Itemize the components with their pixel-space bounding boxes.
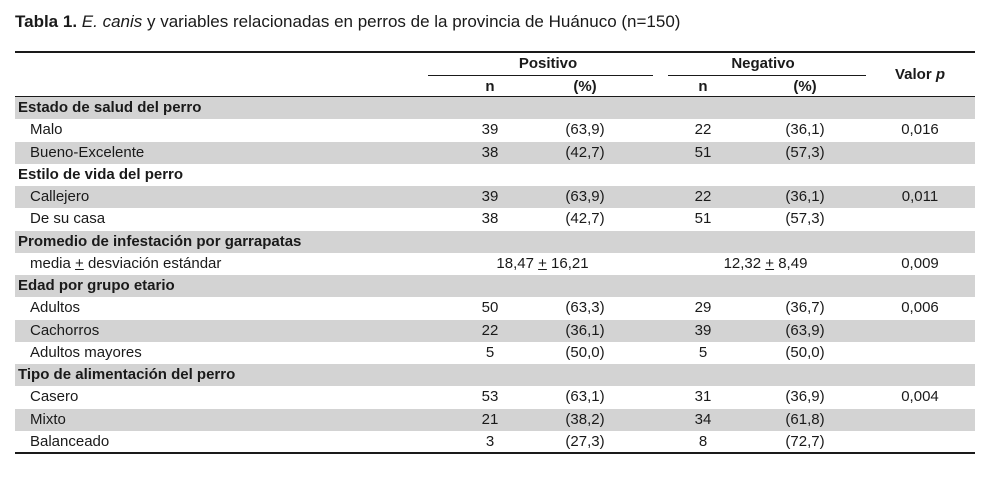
n-positivo: 3 xyxy=(485,432,495,450)
pct-positivo: (63,1) xyxy=(565,388,605,406)
pct-negativo: (36,9) xyxy=(785,388,825,406)
row-label: Adultos xyxy=(30,299,81,317)
header-p: p xyxy=(935,66,946,83)
pct-negativo: (36,7) xyxy=(785,299,825,317)
pct-positivo: (42,7) xyxy=(565,210,605,228)
header-pct-positivo: (%) xyxy=(573,78,597,95)
pct-negativo: (57,3) xyxy=(785,143,825,161)
table-row xyxy=(15,386,975,408)
row-label: Balanceado xyxy=(30,432,110,450)
table-top-rule xyxy=(15,51,975,53)
positivo-group-rule xyxy=(428,75,653,76)
header-pct-negativo: (%) xyxy=(793,78,817,95)
n-positivo: 5 xyxy=(485,343,495,361)
table-row xyxy=(15,253,975,275)
n-negativo: 5 xyxy=(698,343,708,361)
row-label: Callejero xyxy=(30,188,90,205)
n-negativo: 22 xyxy=(694,188,712,205)
table-row xyxy=(15,342,975,364)
pct-positivo: (36,1) xyxy=(565,321,605,339)
section-label: Estado de salud del perro xyxy=(18,99,202,116)
p-value: 0,016 xyxy=(901,121,939,139)
n-negativo: 39 xyxy=(694,321,712,339)
header-negativo: Negativo xyxy=(731,55,795,72)
table-row xyxy=(15,431,975,453)
n-positivo: 38 xyxy=(481,210,499,228)
pct-positivo: (63,9) xyxy=(565,188,605,205)
row-label: media + desviación estándar xyxy=(30,254,222,272)
section-row xyxy=(15,164,975,186)
n-negativo: 8 xyxy=(698,432,708,450)
p-value: 0,009 xyxy=(901,254,939,272)
n-positivo: 38 xyxy=(481,143,499,161)
negativo-group-rule xyxy=(668,75,866,76)
section-label: Edad por grupo etario xyxy=(18,277,175,294)
table-caption xyxy=(15,12,680,32)
section-row xyxy=(15,364,975,386)
pct-positivo: (50,0) xyxy=(565,343,605,361)
pct-positivo: (38,2) xyxy=(565,410,605,428)
n-negativo: 51 xyxy=(694,210,712,228)
row-label: Bueno-Excelente xyxy=(30,143,145,161)
pct-positivo: (42,7) xyxy=(565,143,605,161)
n-negativo: 29 xyxy=(694,299,712,317)
pct-negativo: (57,3) xyxy=(785,210,825,228)
table-row xyxy=(15,208,975,230)
table-bottom-rule xyxy=(15,452,975,454)
p-value: 0,011 xyxy=(901,188,939,205)
pct-negativo: (72,7) xyxy=(785,432,825,450)
caption-label: Tabla 1. xyxy=(15,12,78,31)
pct-negativo: (63,9) xyxy=(785,321,825,339)
section-row xyxy=(15,275,975,297)
n-negativo: 22 xyxy=(694,121,712,139)
row-label: Malo xyxy=(30,121,63,139)
pct-positivo: (63,3) xyxy=(565,299,605,317)
pct-negativo: (50,0) xyxy=(785,343,825,361)
table-row xyxy=(15,119,975,141)
section-label: Tipo de alimentación del perro xyxy=(18,366,236,383)
section-label: Promedio de infestación por garrapatas xyxy=(18,232,302,250)
n-negativo: 34 xyxy=(694,410,712,428)
row-label: Cachorros xyxy=(30,321,100,339)
pct-negativo: (36,1) xyxy=(785,121,825,139)
row-label: Mixto xyxy=(30,410,66,428)
pct-negativo: (36,1) xyxy=(785,188,825,205)
p-value: 0,004 xyxy=(901,388,939,406)
n-negativo: 31 xyxy=(694,388,712,406)
row-label: De su casa xyxy=(30,210,106,228)
n-positivo: 53 xyxy=(481,388,499,406)
n-positivo: 22 xyxy=(481,321,499,339)
caption-species: E. canis xyxy=(81,12,143,31)
section-row xyxy=(15,97,975,119)
n-negativo: 51 xyxy=(694,143,712,161)
table-row xyxy=(15,186,975,208)
row-label: Casero xyxy=(30,388,79,406)
header-valor-p xyxy=(870,66,970,83)
row-label: Adultos mayores xyxy=(30,343,142,361)
header-n-positivo: n xyxy=(485,78,495,95)
n-positivo: 39 xyxy=(481,188,499,205)
n-positivo: 21 xyxy=(481,410,499,428)
section-row xyxy=(15,231,975,253)
header-positivo: Positivo xyxy=(518,55,578,72)
n-positivo: 39 xyxy=(481,121,499,139)
mean-negativo: 12,32 + 8,49 xyxy=(723,254,808,272)
mean-positivo: 18,47 + 16,21 xyxy=(496,254,589,272)
n-positivo: 50 xyxy=(481,299,499,317)
pct-positivo: (63,9) xyxy=(565,121,605,139)
p-value: 0,006 xyxy=(901,299,939,317)
header-n-negativo: n xyxy=(698,78,708,95)
header-valor: Valor xyxy=(894,66,936,83)
table-row xyxy=(15,297,975,319)
pct-negativo: (61,8) xyxy=(785,410,825,428)
caption-text: y variables relacionadas en perros de la provincia de Huánuco (n=150) xyxy=(142,12,681,31)
section-label: Estilo de vida del perro xyxy=(18,165,184,183)
table-row xyxy=(15,142,975,164)
pct-positivo: (27,3) xyxy=(565,432,605,450)
table-row xyxy=(15,409,975,431)
table-row xyxy=(15,320,975,342)
